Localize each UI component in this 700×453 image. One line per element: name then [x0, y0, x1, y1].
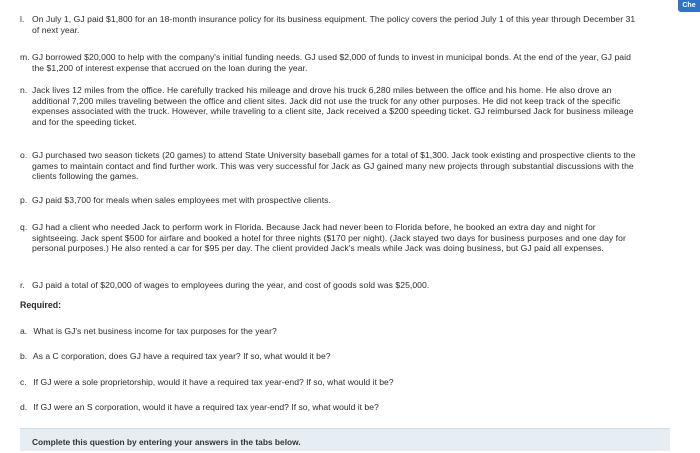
item-marker: q.	[20, 222, 28, 232]
question-text: What is GJ's net business income for tax purposes for the year?	[33, 326, 277, 336]
instructions-text: Complete this question by entering your answers in the tabs below.	[32, 437, 301, 447]
item-r	[20, 280, 640, 291]
question-text: As a C corporation, does GJ have a required tax year? If so, what would it be?	[32, 351, 331, 361]
item-text: GJ paid a total of $20,000 of wages to employees during the year, and cost of goods sold was $25,000.	[32, 280, 430, 290]
item-q	[20, 222, 640, 254]
question-marker: d.	[20, 402, 28, 412]
question-text: If GJ were an S corporation, would it have a required tax year-end? If so, what would it be?	[33, 402, 379, 412]
item-text: GJ paid $3,700 for meals when sales employees met with prospective clients.	[32, 195, 331, 205]
item-marker: r.	[20, 280, 25, 290]
item-marker: m.	[20, 52, 30, 62]
check-my-work-tab[interactable]: Che	[678, 0, 700, 12]
item-marker: l.	[20, 14, 25, 24]
question-marker: b.	[20, 351, 28, 361]
question-text: If GJ were a sole proprietorship, would it have a required tax year-end? If so, what would it be?	[33, 377, 394, 387]
question-b	[20, 351, 331, 362]
item-text: GJ had a client who needed Jack to perform work in Florida. Because Jack had never been to Florida before, he booked an extra day and night for sightseeing. Jack spent $500 for airfare and booked a hotel for three nights ($170 per night). (Jack stayed two days for business purposes and one day for personal purposes.) He also rented a car for $95 per day. The client provided Jack's meals while Jack was doing business, but GJ paid all expenses.	[32, 222, 626, 254]
required-heading: Required:	[20, 300, 62, 310]
item-marker: o.	[20, 150, 28, 160]
question-d	[20, 402, 379, 413]
question-a	[20, 326, 277, 337]
item-l	[20, 14, 640, 35]
item-text: On July 1, GJ paid $1,800 for an 18-month insurance policy for its business equipment. The policy covers the period July 1 of this year through December 31 of next year.	[32, 14, 636, 35]
item-m	[20, 52, 640, 73]
item-text: GJ borrowed $20,000 to help with the company's initial funding needs. GJ used $2,000 of funds to invest in municipal bonds. At the end of the year, GJ paid the $1,200 of interest expense that accrued on the loan during the year.	[32, 52, 631, 73]
item-marker: p.	[20, 195, 28, 205]
item-marker: n.	[20, 85, 28, 95]
question-c	[20, 377, 394, 388]
question-marker: c.	[20, 377, 27, 387]
item-text: GJ purchased two season tickets (20 games) to attend State University baseball games for a total of $1,300. Jack took existing and prospective clients to the games to maintain contact and find further work. This was very successful for Jack as GJ gained many new projects through substantial discussions with the clients following the games.	[32, 150, 636, 182]
item-o	[20, 150, 640, 182]
question-marker: a.	[20, 326, 28, 336]
item-n	[20, 85, 640, 127]
item-p	[20, 195, 640, 206]
item-text: Jack lives 12 miles from the office. He carefully tracked his mileage and drove his truck 6,280 miles between the office and his home. He also drove an additional 7,200 miles traveling between the office and client sites. Jack did not use the truck for any other purposes. He did not keep track of the specific expenses associated with the truck. However, while traveling to a client site, Jack received a $200 speeding ticket. GJ reimbursed Jack for business mileage and for the speeding ticket.	[32, 85, 634, 127]
answer-tabs-banner	[20, 428, 670, 451]
